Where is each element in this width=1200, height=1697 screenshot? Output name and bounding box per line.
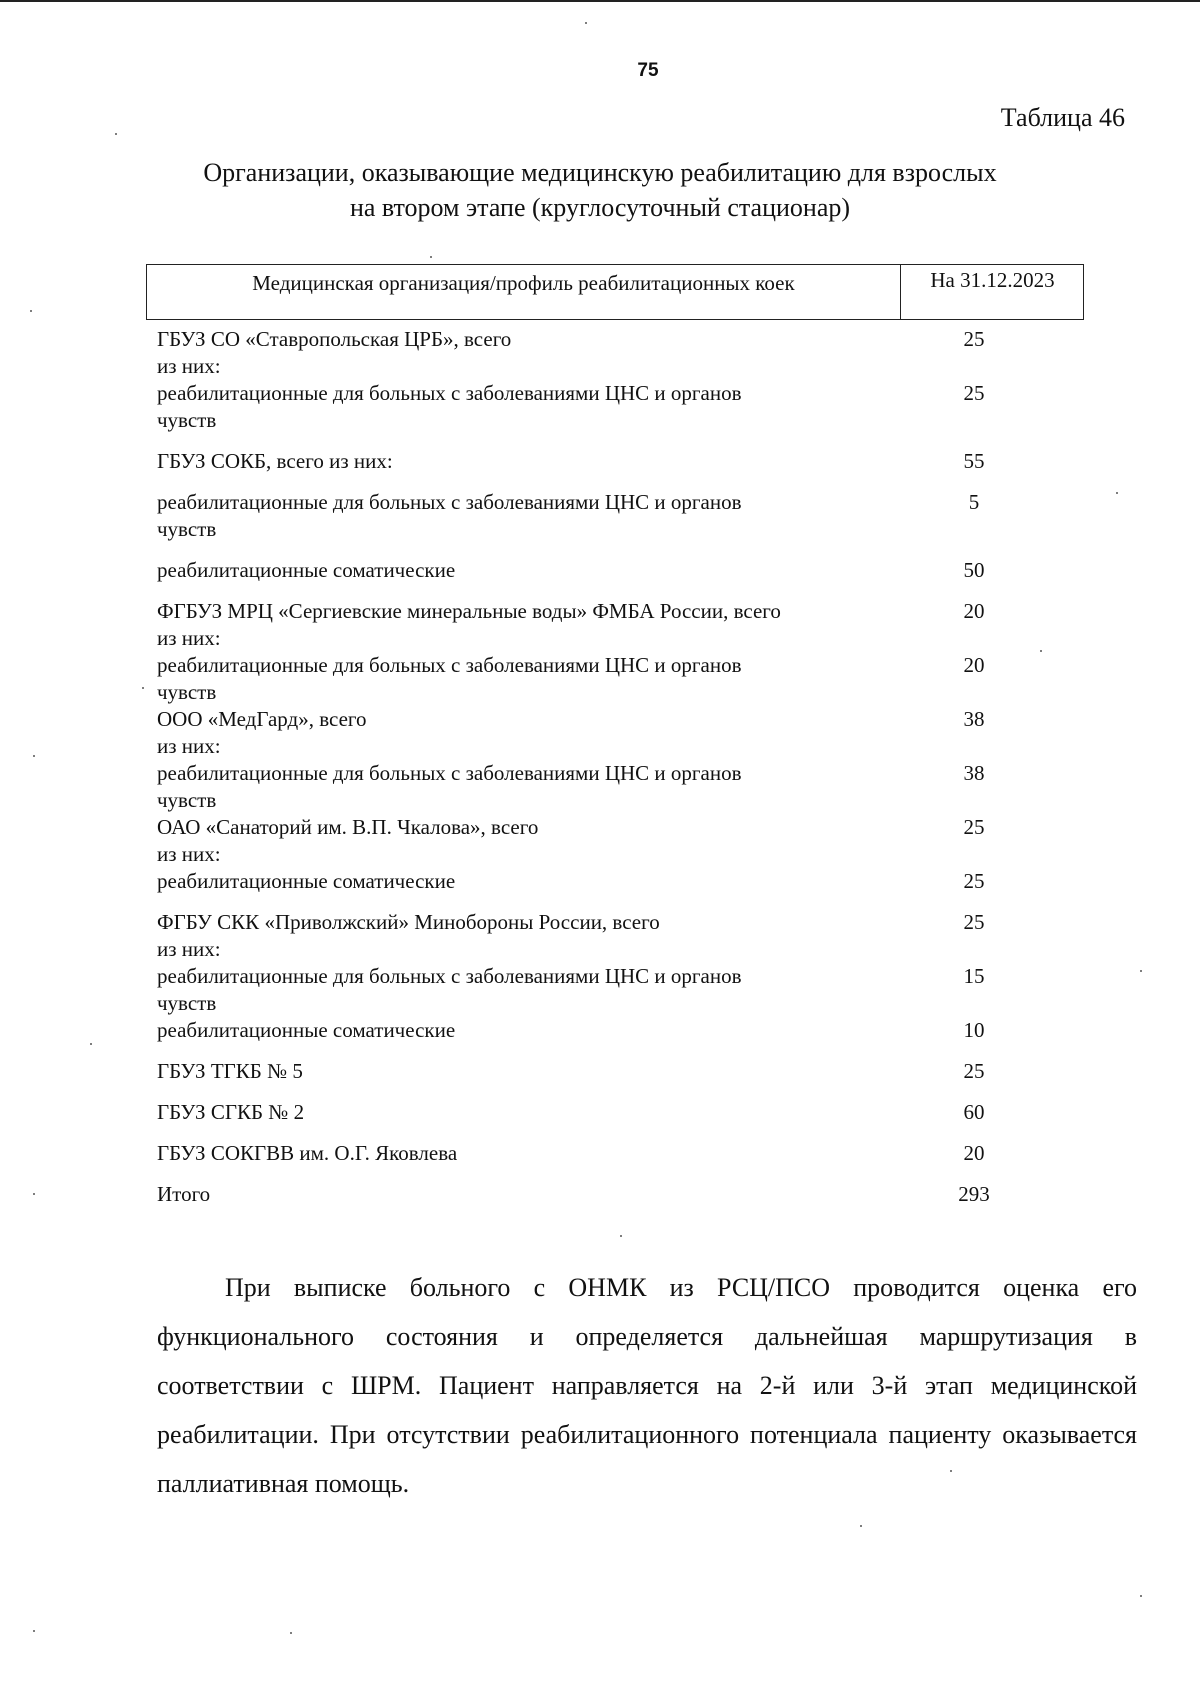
row-value: 25 — [963, 815, 985, 839]
table-row — [157, 1181, 1037, 1208]
caption-line-1: Организации, оказывающие медицинскую реабилитацию для взрослых — [203, 158, 997, 187]
row-name: ГБУЗ СОКГВВ им. О.Г. Яковлева — [157, 1141, 458, 1165]
row-value: 25 — [963, 381, 985, 405]
row-value: 25 — [963, 910, 985, 934]
row-value: 38 — [963, 707, 985, 731]
page-top-border — [0, 0, 1200, 2]
table-row — [157, 1017, 1037, 1044]
row-name: ФГБУ СКК «Приволжский» Минобороны России, всего — [157, 910, 660, 934]
table-row — [157, 557, 1037, 584]
table-caption — [150, 155, 1050, 225]
row-name: реабилитационные для больных с заболеваниями ЦНС и органов — [157, 490, 742, 514]
page-number: 75 — [637, 60, 659, 81]
row-name: ФГБУЗ МРЦ «Сергиевские минеральные воды» ФМБА России, всего — [157, 599, 781, 623]
table-row — [157, 868, 1037, 895]
row-subtext: чувств — [157, 680, 217, 704]
row-value: 5 — [968, 490, 980, 514]
row-value: 20 — [963, 653, 985, 677]
row-name: ОАО «Санаторий им. В.П. Чкалова», всего — [157, 815, 539, 839]
table-row — [157, 652, 1037, 706]
caption-line-2: на втором этапе (круглосуточный стационар) — [349, 193, 851, 222]
table-row — [157, 380, 1037, 434]
row-value: 50 — [963, 558, 985, 582]
row-name: ГБУЗ СО «Ставропольская ЦРБ», всего — [157, 327, 512, 351]
table-row — [157, 448, 1037, 475]
row-value: 25 — [963, 327, 985, 351]
row-subtext: чувств — [157, 788, 217, 812]
row-name: реабилитационные для больных с заболеваниями ЦНС и органов — [157, 653, 742, 677]
row-name: ГБУЗ СОКБ, всего из них: — [157, 449, 393, 473]
row-name: реабилитационные для больных с заболеваниями ЦНС и органов — [157, 761, 742, 785]
table-row — [157, 814, 1037, 868]
table-row — [157, 1058, 1037, 1085]
row-subtext: из них: — [157, 354, 221, 378]
row-name: реабилитационные для больных с заболеваниями ЦНС и органов — [157, 381, 742, 405]
table-row — [157, 760, 1037, 814]
row-value: 25 — [963, 1059, 985, 1083]
table-label: Таблица 46 — [1000, 103, 1125, 132]
table-row — [157, 909, 1037, 963]
row-value: 38 — [963, 761, 985, 785]
table-row — [157, 1099, 1037, 1126]
row-name: реабилитационные соматические — [157, 869, 456, 893]
body-paragraph: При выписке больного с ОНМК из РСЦ/ПСО проводится оценка его функционального состояния и определяется дальнейшая маршрутизация в соответствии с ШРМ. Пациент направляется на 2-й или 3-й этап медицинской реабилитации. При отсутствии реабилитационного потенциала пациенту оказывается паллиативная помощь. — [157, 1273, 1137, 1498]
row-subtext: чувств — [157, 517, 217, 541]
table-header — [146, 264, 1084, 320]
row-value: 20 — [963, 599, 985, 623]
row-value: 20 — [963, 1141, 985, 1165]
table-row — [157, 326, 1037, 380]
row-name: Итого — [157, 1182, 211, 1206]
row-value: 15 — [963, 964, 985, 988]
table-row — [157, 706, 1037, 760]
row-subtext: из них: — [157, 842, 221, 866]
table-row — [157, 598, 1037, 652]
table-body — [157, 326, 1037, 1208]
row-name: реабилитационные соматические — [157, 558, 456, 582]
row-subtext: чувств — [157, 991, 217, 1015]
row-value: 293 — [958, 1182, 990, 1206]
table-row — [157, 963, 1037, 1017]
row-subtext: чувств — [157, 408, 217, 432]
row-name: реабилитационные соматические — [157, 1018, 456, 1042]
header-org-column: Медицинская организация/профиль реабилитационных коек — [147, 265, 901, 319]
row-subtext: из них: — [157, 626, 221, 650]
row-value: 25 — [963, 869, 985, 893]
table-row — [157, 489, 1037, 543]
row-value: 10 — [963, 1018, 985, 1042]
row-value: 55 — [963, 449, 985, 473]
row-name: реабилитационные для больных с заболеваниями ЦНС и органов — [157, 964, 742, 988]
row-name: ООО «МедГард», всего — [157, 707, 367, 731]
row-value: 60 — [963, 1100, 985, 1124]
row-name: ГБУЗ ТГКБ № 5 — [157, 1059, 303, 1083]
header-date-column: На 31.12.2023 — [930, 268, 1055, 292]
row-name: ГБУЗ СГКБ № 2 — [157, 1100, 305, 1124]
row-subtext: из них: — [157, 734, 221, 758]
row-subtext: из них: — [157, 937, 221, 961]
table-row — [157, 1140, 1037, 1167]
